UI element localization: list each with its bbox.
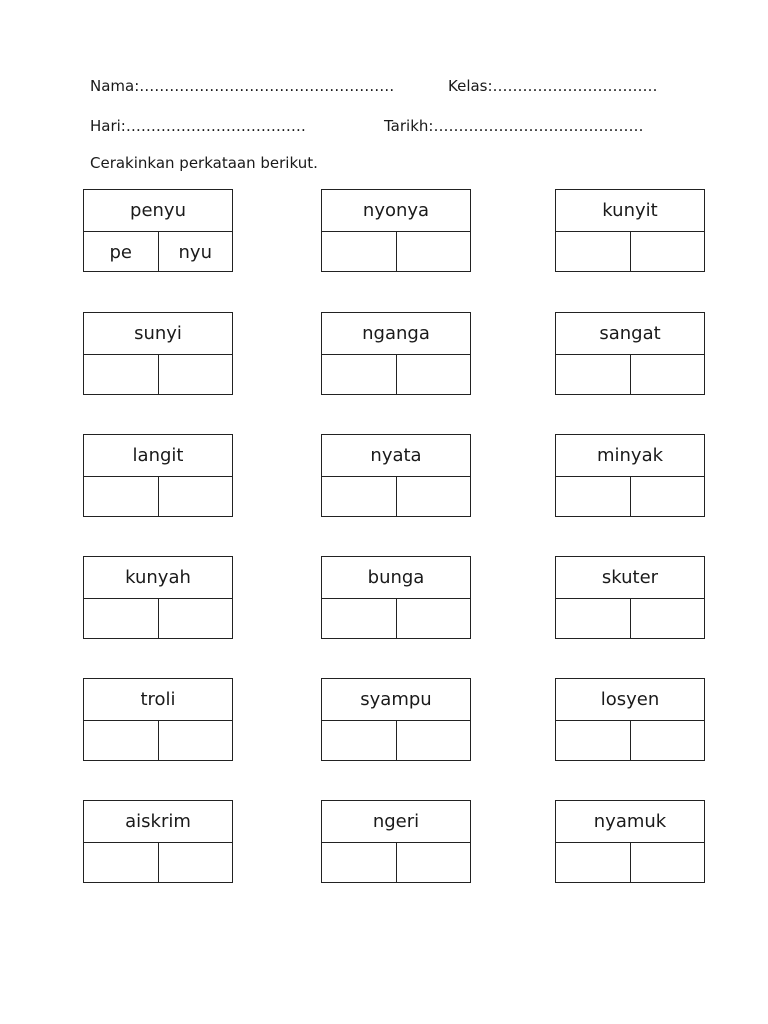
syllable-box-1[interactable] <box>322 232 397 272</box>
syllable-row <box>322 599 470 639</box>
word-card <box>83 556 233 639</box>
syllable-row <box>556 477 704 517</box>
syllable-box-1[interactable] <box>84 843 159 883</box>
word-label: nyonya <box>322 190 470 232</box>
class-field-line: Kelas:…………………………… <box>448 77 658 95</box>
word-label: kunyah <box>84 557 232 599</box>
syllable-row <box>84 721 232 761</box>
syllable-row <box>84 599 232 639</box>
syllable-row <box>84 232 232 272</box>
word-label: penyu <box>84 190 232 232</box>
word-label: troli <box>84 679 232 721</box>
syllable-box-2[interactable] <box>631 721 705 761</box>
word-card <box>83 434 233 517</box>
syllable-row <box>556 599 704 639</box>
syllable-row <box>322 721 470 761</box>
word-card <box>555 556 705 639</box>
syllable-row <box>556 355 704 395</box>
word-label: sunyi <box>84 313 232 355</box>
syllable-box-2[interactable] <box>397 843 471 883</box>
syllable-box-2[interactable] <box>159 355 233 395</box>
syllable-box-2[interactable]: nyu <box>178 241 212 263</box>
syllable-box-1[interactable] <box>556 599 631 639</box>
word-label: aiskrim <box>84 801 232 843</box>
syllable-box-1[interactable] <box>84 721 159 761</box>
day-field-line: Hari:……………………………… <box>90 117 306 135</box>
word-label: minyak <box>556 435 704 477</box>
word-label: skuter <box>556 557 704 599</box>
syllable-row <box>84 477 232 517</box>
syllable-row <box>84 355 232 395</box>
syllable-box-2[interactable] <box>397 721 471 761</box>
syllable-box-2[interactable] <box>159 721 233 761</box>
word-card <box>321 189 471 272</box>
word-card <box>555 434 705 517</box>
word-card <box>555 189 705 272</box>
word-label: losyen <box>556 679 704 721</box>
syllable-box-2[interactable] <box>397 477 471 517</box>
syllable-box-1[interactable]: pe <box>84 232 159 272</box>
syllable-box-1[interactable] <box>556 355 631 395</box>
syllable-box-1[interactable] <box>556 232 631 272</box>
syllable-box-1[interactable] <box>322 477 397 517</box>
word-label: ngeri <box>322 801 470 843</box>
syllable-box-1[interactable] <box>322 599 397 639</box>
syllable-box-1[interactable] <box>556 843 631 883</box>
syllable-box-1[interactable] <box>84 599 159 639</box>
syllable-row <box>322 477 470 517</box>
syllable-box-1[interactable] <box>556 721 631 761</box>
word-card <box>321 678 471 761</box>
word-label: kunyit <box>556 190 704 232</box>
syllable-row <box>556 232 704 272</box>
word-card <box>321 312 471 395</box>
word-card <box>321 434 471 517</box>
instruction-text: Cerakinkan perkataan berikut. <box>90 154 318 172</box>
word-card <box>555 312 705 395</box>
syllable-box-1[interactable] <box>322 355 397 395</box>
syllable-box-2[interactable] <box>397 599 471 639</box>
word-label: nyamuk <box>556 801 704 843</box>
word-card <box>83 312 233 395</box>
syllable-row <box>322 232 470 272</box>
syllable-box-2[interactable] <box>159 843 233 883</box>
word-card <box>83 189 233 272</box>
word-label: sangat <box>556 313 704 355</box>
word-card <box>555 800 705 883</box>
syllable-box-2[interactable] <box>631 843 705 883</box>
syllable-box-1[interactable] <box>322 843 397 883</box>
syllable-box-2[interactable] <box>397 232 471 272</box>
syllable-box-1[interactable] <box>556 477 631 517</box>
syllable-box-2[interactable] <box>159 599 233 639</box>
word-card <box>83 800 233 883</box>
syllable-row <box>556 721 704 761</box>
syllable-box-2[interactable] <box>631 599 705 639</box>
syllable-row <box>556 843 704 883</box>
syllable-box-2[interactable] <box>159 477 233 517</box>
word-card <box>555 678 705 761</box>
name-field-line: Nama:…………………………………………… <box>90 77 395 95</box>
word-label: bunga <box>322 557 470 599</box>
word-label: syampu <box>322 679 470 721</box>
word-label: nganga <box>322 313 470 355</box>
word-label: langit <box>84 435 232 477</box>
syllable-box-2[interactable] <box>631 232 705 272</box>
word-card <box>321 556 471 639</box>
date-field-line: Tarikh:…………………………………… <box>384 117 644 135</box>
word-card <box>83 678 233 761</box>
word-card <box>321 800 471 883</box>
syllable-box-1[interactable] <box>84 477 159 517</box>
word-label: nyata <box>322 435 470 477</box>
syllable-row <box>322 843 470 883</box>
syllable-row <box>322 355 470 395</box>
syllable-box-1[interactable] <box>322 721 397 761</box>
syllable-box-2[interactable] <box>631 477 705 517</box>
syllable-box-1[interactable] <box>84 355 159 395</box>
syllable-row <box>84 843 232 883</box>
syllable-box-2[interactable] <box>631 355 705 395</box>
syllable-box-2[interactable] <box>397 355 471 395</box>
